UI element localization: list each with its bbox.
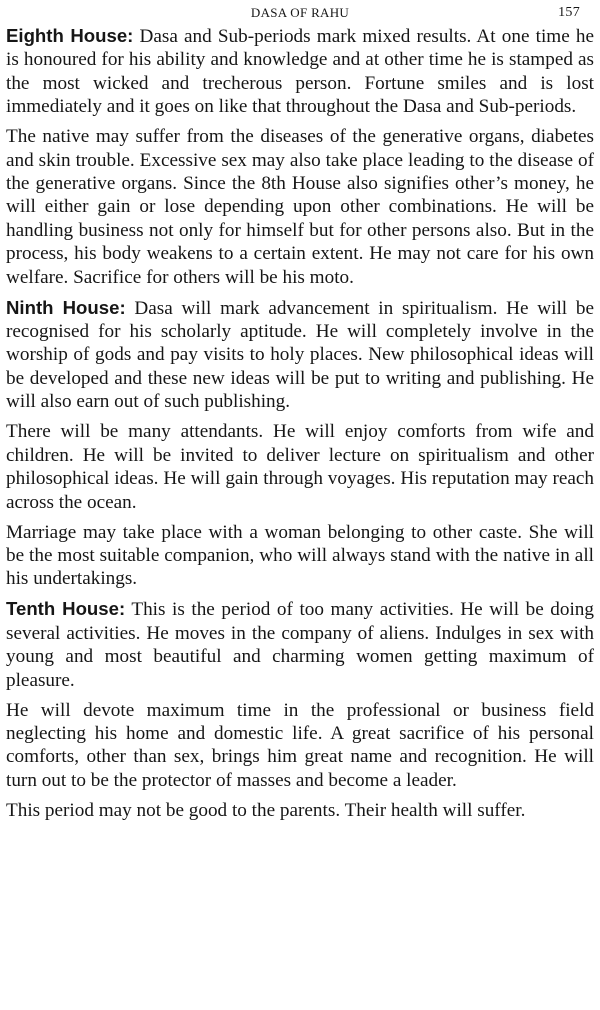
paragraph-text: Dasa will mark advancement in spiritualism. He will be recognised for his scholarly aptitude. He will completely involve in the worship of gods and pay visits to holy places. New philosophical ideas will be developed and these new ideas will be put to writing and publishing. He will also earn out of such publishing. (6, 297, 594, 413)
paragraph (6, 699, 594, 793)
paragraph-eighth-house (6, 24, 594, 119)
paragraph (6, 799, 594, 822)
paragraph-text: He will devote maximum time in the professional or business field neglecting his home and domestic life. A great sacrifice of his personal comforts, other than sex, brings him great name and recognition. He will turn out to be the protector of masses and become a leader. (6, 699, 594, 791)
paragraph (6, 521, 594, 591)
section-heading-eighth-house: Eighth House: (6, 25, 134, 46)
paragraph-text: Dasa and Sub-periods mark mixed results. At one time he is honoured for his ability and knowledge and at other time he is stamped as the most wicked and trecherous person. Fortune smiles and is lost immediately and it goes on like that throughout the Dasa and Sub-periods. (6, 26, 594, 118)
paragraph-text: Marriage may take place with a woman belonging to other caste. She will be the most suitable companion, who will always stand with the native in all his undertakings. (6, 521, 594, 590)
page-number: 157 (558, 5, 580, 20)
page-header (6, 2, 594, 24)
paragraph-text: The native may suffer from the diseases of the generative organs, diabetes and skin trouble. Excessive sex may also take place leading to the disease of the generative organs. Since the 8th House also signifies other’s money, he will either gain or lose depending upon other combinations. He will be handling business not only for himself but for other persons also. But in the process, his body weakens to a certain extent. He may not care for his own welfare. Sacrifice for others will be his moto. (6, 126, 594, 288)
section-heading-tenth-house: Tenth House: (6, 598, 126, 620)
body-text (6, 24, 594, 822)
paragraph-text: This is the period of too many activities. He will be doing several activities. He moves in the company of aliens. Indulges in sex with young and most beautiful and charming women getting maximum of pleasure. (6, 599, 594, 691)
paragraph-ninth-house (6, 296, 594, 414)
section-heading-ninth-house: Ninth House: (6, 296, 126, 318)
paragraph-text: This period may not be good to the parents. Their health will suffer. (6, 799, 526, 821)
paragraph-text: There will be many attendants. He will enjoy comforts from wife and children. He will be invited to deliver lecture on spiritualism and other philosophical ideas. He will gain through voyages. His reputation may reach across the ocean. (6, 421, 594, 513)
paragraph-tenth-house (6, 597, 594, 692)
paragraph (6, 125, 594, 289)
paragraph (6, 420, 594, 514)
running-head: DASA OF RAHU (250, 5, 350, 20)
